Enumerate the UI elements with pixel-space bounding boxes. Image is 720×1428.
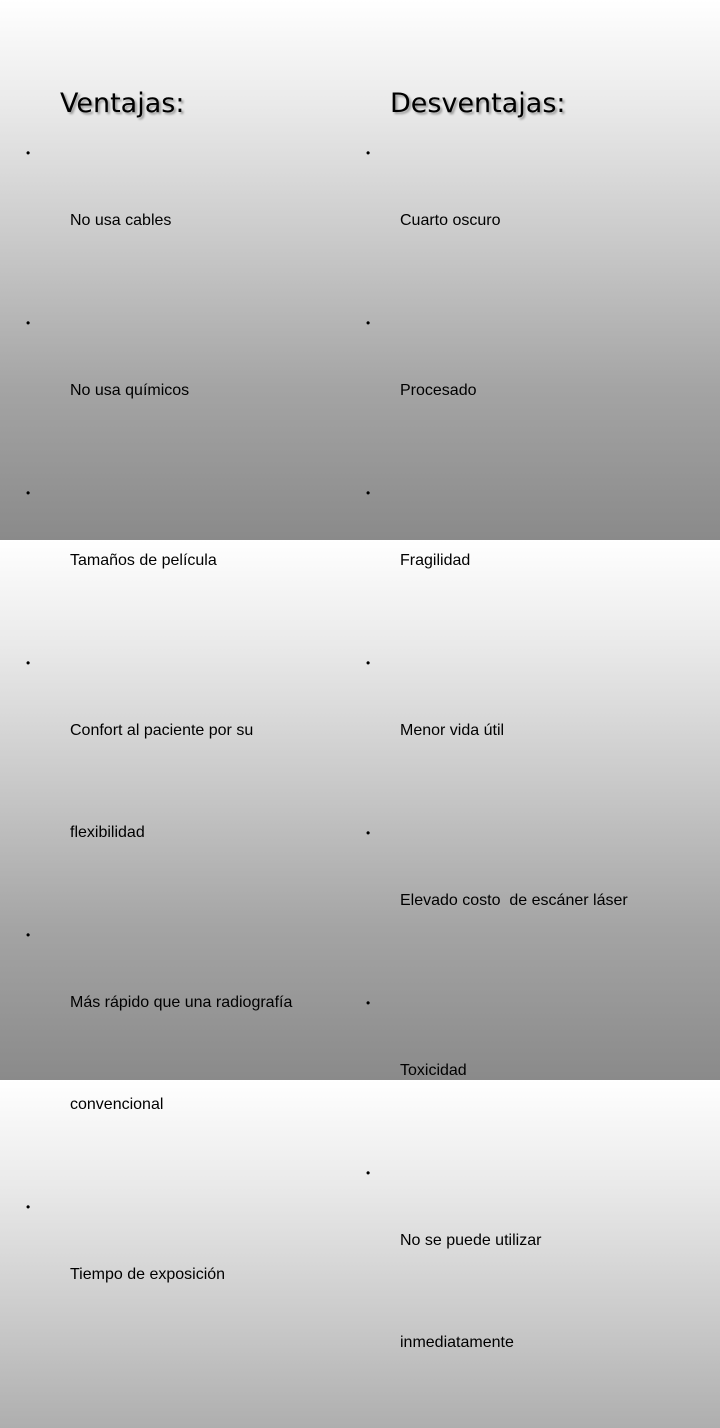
list-item	[26, 306, 344, 476]
bullet-icon: •	[26, 928, 31, 942]
bullet-icon: •	[26, 146, 31, 160]
bullet-icon: •	[26, 1200, 31, 1214]
bullet-icon: •	[366, 486, 371, 500]
bullet-icon: •	[366, 146, 371, 160]
list-item	[26, 1190, 344, 1360]
list-item-text: Cuarto oscuro	[400, 212, 501, 229]
bullet-icon: •	[366, 1166, 371, 1180]
ventajas-heading: Ventajas:	[60, 88, 185, 119]
list-item-text: Más rápido que una radiografía convencional	[70, 994, 293, 1113]
list-item-text: Confort al paciente por su flexibilidad	[70, 722, 254, 841]
list-item	[366, 476, 696, 646]
list-item	[366, 136, 696, 306]
list-item-text: Procesado	[400, 382, 477, 399]
desventajas-heading: Desventajas:	[390, 88, 566, 119]
list-item-text: No usa cables	[70, 212, 172, 229]
list-item	[26, 476, 344, 646]
bullet-icon: •	[26, 656, 31, 670]
list-item-text: No se puede utilizar inmediatamente	[400, 1232, 542, 1351]
list-item-text: Menor vida útil	[400, 722, 505, 739]
list-item-text: No usa químicos	[70, 382, 190, 399]
list-item-text: Toxicidad	[400, 1062, 467, 1079]
ventajas-list	[26, 136, 344, 1360]
desventajas-list	[366, 136, 696, 1428]
list-item-text: Fragilidad	[400, 552, 471, 569]
list-item-text: Elevado costo de escáner láser	[400, 892, 628, 909]
list-item-text: Tamaños de película	[70, 552, 217, 569]
bullet-icon: •	[366, 826, 371, 840]
bullet-icon: •	[26, 316, 31, 330]
list-item	[26, 918, 344, 1190]
list-item	[26, 646, 344, 918]
bullet-icon: •	[366, 656, 371, 670]
list-item	[366, 306, 696, 476]
list-item	[366, 816, 696, 986]
bullet-icon: •	[26, 486, 31, 500]
list-item-text: Tiempo de exposición	[70, 1266, 226, 1283]
bullet-icon: •	[366, 316, 371, 330]
bullet-icon: •	[366, 996, 371, 1010]
list-item	[26, 136, 344, 306]
list-item	[366, 646, 696, 816]
list-item	[366, 1156, 696, 1428]
list-item	[366, 986, 696, 1156]
